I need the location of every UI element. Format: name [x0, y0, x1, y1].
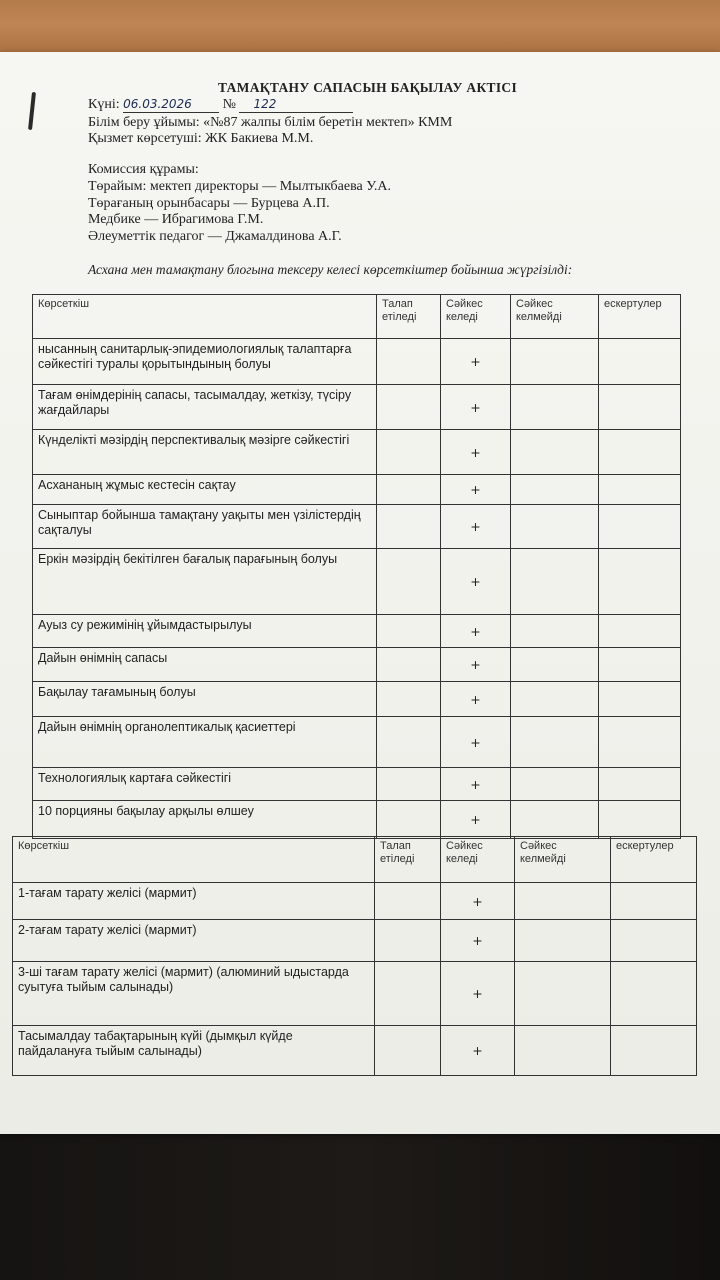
remarks-cell	[599, 430, 681, 475]
table-row	[33, 385, 681, 430]
indicator-cell: Сыныптар бойынша тамақтану уақыты мен үзілістердің сақталуы	[33, 505, 377, 549]
required-cell	[377, 768, 441, 801]
indicator-cell: 2-тағам тарату желісі (мармит)	[13, 920, 375, 962]
table-header-row	[13, 837, 697, 883]
table-row	[13, 1026, 697, 1076]
indicator-cell: 3-ші тағам тарату желісі (мармит) (алюминий ыдыстарда суытуға тыйым салынады)	[13, 962, 375, 1026]
inspection-table-2	[12, 836, 697, 1076]
table-row	[33, 430, 681, 475]
table-row	[33, 615, 681, 648]
compliant-mark: +	[441, 801, 511, 839]
table-row	[13, 883, 697, 920]
remarks-cell	[599, 615, 681, 648]
remarks-cell	[611, 962, 697, 1026]
remarks-cell	[599, 385, 681, 430]
date-value: 06.03.2026	[123, 96, 219, 113]
indicator-cell: Бақылау тағамының болуы	[33, 682, 377, 717]
remarks-cell	[611, 883, 697, 920]
compliant-mark: +	[441, 430, 511, 475]
header-compliant: Сәйкес келеді	[441, 295, 511, 339]
compliant-mark: +	[441, 682, 511, 717]
table-row	[33, 768, 681, 801]
compliant-mark: +	[441, 1026, 515, 1076]
required-cell	[377, 648, 441, 682]
dark-floor	[0, 1130, 720, 1280]
required-cell	[377, 385, 441, 430]
noncompliant-cell	[515, 883, 611, 920]
indicator-cell: Күнделікті мәзірдің перспективалық мәзірге сәйкестігі	[33, 430, 377, 475]
compliant-mark: +	[441, 883, 515, 920]
indicator-cell: Тасымалдау табақтарының күйі (дымқыл күйде пайдалануға тыйым салынады)	[13, 1026, 375, 1076]
remarks-cell	[599, 648, 681, 682]
header-indicator: Көрсеткіш	[33, 295, 377, 339]
noncompliant-cell	[511, 768, 599, 801]
table-header-row	[33, 295, 681, 339]
indicator-cell: Дайын өнімнің сапасы	[33, 648, 377, 682]
noncompliant-cell	[511, 385, 599, 430]
required-cell	[377, 339, 441, 385]
required-cell	[377, 475, 441, 505]
required-cell	[377, 505, 441, 549]
indicator-cell: Дайын өнімнің органолептикалық қасиеттері	[33, 717, 377, 768]
required-cell	[375, 962, 441, 1026]
required-cell	[375, 1026, 441, 1076]
remarks-cell	[599, 339, 681, 385]
table-row	[33, 549, 681, 615]
indicator-cell: Асхананың жұмыс кестесін сақтау	[33, 475, 377, 505]
table-row	[33, 339, 681, 385]
table-row	[33, 717, 681, 768]
noncompliant-cell	[515, 1026, 611, 1076]
date-label: Күні:	[88, 97, 120, 112]
header-remarks: ескертулер	[599, 295, 681, 339]
header-noncompliant: Сәйкес келмейді	[515, 837, 611, 883]
required-cell	[377, 801, 441, 839]
commission-member: Медбике — Ибрагимова Г.М.	[88, 212, 264, 227]
remarks-cell	[599, 549, 681, 615]
remarks-cell	[599, 475, 681, 505]
compliant-mark: +	[441, 717, 511, 768]
table-row	[33, 648, 681, 682]
required-cell	[377, 549, 441, 615]
compliant-mark: +	[441, 962, 515, 1026]
remarks-cell	[611, 1026, 697, 1076]
inspection-table-1	[32, 294, 681, 839]
indicator-cell: Технологиялық картаға сәйкестігі	[33, 768, 377, 801]
indicator-cell: 10 порцияны бақылау арқылы өлшеу	[33, 801, 377, 839]
compliant-mark: +	[441, 505, 511, 549]
indicator-cell: Тағам өнімдерінің сапасы, тасымалдау, жеткізу, түсіру жағдайлары	[33, 385, 377, 430]
compliant-mark: +	[441, 549, 511, 615]
noncompliant-cell	[511, 505, 599, 549]
table-row	[33, 682, 681, 717]
table-row	[33, 475, 681, 505]
commission-title: Комиссия құрамы:	[88, 162, 199, 177]
indicator-cell: Еркін мәзірдің бекітілген бағалық парағының болуы	[33, 549, 377, 615]
compliant-mark: +	[441, 339, 511, 385]
number-value: 122	[239, 96, 353, 113]
noncompliant-cell	[511, 430, 599, 475]
date-number-line	[88, 96, 353, 113]
compliant-mark: +	[441, 475, 511, 505]
indicator-cell: 1-тағам тарату желісі (мармит)	[13, 883, 375, 920]
indicator-cell: нысанның санитарлық-эпидемиологиялық талаптарға сәйкестігі туралы қорытындының болуы	[33, 339, 377, 385]
remarks-cell	[599, 717, 681, 768]
noncompliant-cell	[511, 549, 599, 615]
required-cell	[377, 430, 441, 475]
inspection-note: Асхана мен тамақтану блогына тексеру келесі көрсеткіштер бойынша жүргізілді:	[88, 262, 573, 277]
remarks-cell	[611, 920, 697, 962]
table-row	[33, 505, 681, 549]
compliant-mark: +	[441, 385, 511, 430]
table-row	[13, 962, 697, 1026]
wooden-table-top	[0, 0, 720, 60]
table-row	[13, 920, 697, 962]
compliant-mark: +	[441, 768, 511, 801]
required-cell	[377, 615, 441, 648]
noncompliant-cell	[515, 962, 611, 1026]
noncompliant-cell	[511, 615, 599, 648]
noncompliant-cell	[511, 682, 599, 717]
number-label: №	[222, 97, 236, 112]
compliant-mark: +	[441, 920, 515, 962]
noncompliant-cell	[511, 801, 599, 839]
required-cell	[375, 920, 441, 962]
remarks-cell	[599, 768, 681, 801]
required-cell	[377, 717, 441, 768]
header-indicator: Көрсеткіш	[13, 837, 375, 883]
compliant-mark: +	[441, 615, 511, 648]
table-row	[33, 801, 681, 839]
header-required: Талап етіледі	[377, 295, 441, 339]
required-cell	[377, 682, 441, 717]
noncompliant-cell	[511, 648, 599, 682]
commission-member: Әлеуметтік педагог — Джамалдинова А.Г.	[88, 229, 342, 244]
commission-member: Төрайым: мектеп директоры — Мылтыкбаева У.А.	[88, 179, 391, 194]
noncompliant-cell	[511, 339, 599, 385]
header-noncompliant: Сәйкес келмейді	[511, 295, 599, 339]
compliant-mark: +	[441, 648, 511, 682]
organization-line: Білім беру ұйымы: «№87 жалпы білім беретін мектеп» КММ	[88, 115, 453, 130]
remarks-cell	[599, 682, 681, 717]
noncompliant-cell	[515, 920, 611, 962]
header-compliant: Сәйкес келеді	[441, 837, 515, 883]
header-required: Талап етіледі	[375, 837, 441, 883]
indicator-cell: Ауыз су режимінің ұйымдастырылуы	[33, 615, 377, 648]
document-title: ТАМАҚТАНУ САПАСЫН БАҚЫЛАУ АКТІСІ	[218, 80, 518, 95]
noncompliant-cell	[511, 717, 599, 768]
required-cell	[375, 883, 441, 920]
remarks-cell	[599, 505, 681, 549]
noncompliant-cell	[511, 475, 599, 505]
service-provider-line: Қызмет көрсетуші: ЖК Бакиева М.М.	[88, 131, 314, 146]
commission-member: Төрағаның орынбасары — Бурцева А.П.	[88, 196, 330, 211]
remarks-cell	[599, 801, 681, 839]
header-remarks: ескертулер	[611, 837, 697, 883]
